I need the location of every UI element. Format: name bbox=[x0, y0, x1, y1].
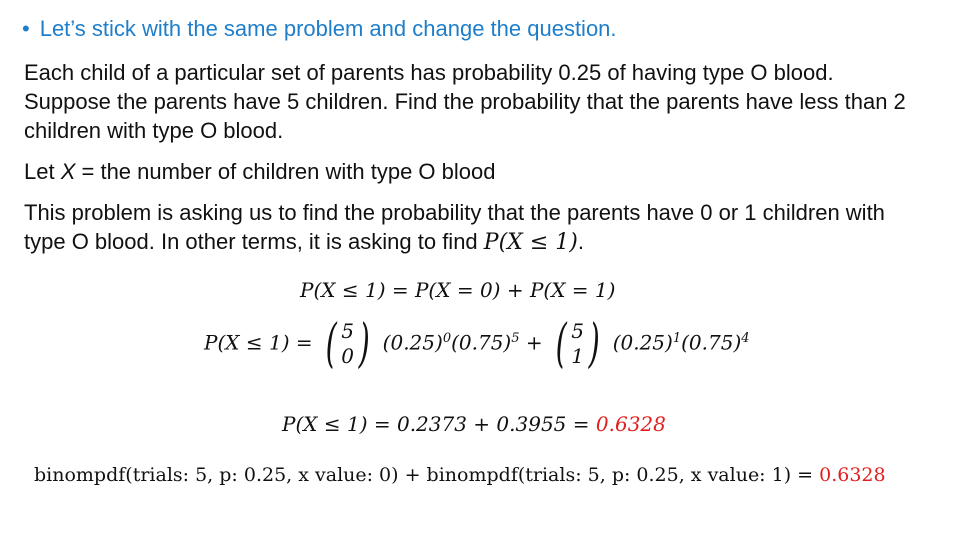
variable-x: X bbox=[60, 159, 76, 184]
calculator-result: 0.6328 bbox=[819, 464, 886, 486]
problem-statement: Each child of a particular set of parents has probability 0.25 of having type O blood. Suppose the parents have 5 children. Find the probability that the parents have less than 2 children with type O blood. bbox=[24, 60, 906, 143]
target-probability: P(X ≤ 1) bbox=[483, 230, 578, 255]
variable-definition: Let X = the number of children with type O blood bbox=[24, 159, 496, 184]
equation-sum: P(X ≤ 1) = P(X = 0) + P(X = 1) bbox=[300, 278, 616, 302]
binomial-coefficient-5-0: ( 5 0 ) bbox=[325, 314, 370, 374]
calculator-command: binompdf(trials: 5, p: 0.25, x value: 0) + binompdf(trials: 5, p: 0.25, x value: 1) = 0.6328 bbox=[34, 464, 886, 486]
equation-binomial-formula: P(X ≤ 1) = ( 5 0 ) $(0.25)^0(0.75)^5$ + ( 5 1 ) $(0.25)^1(0.75)^4$ bbox=[204, 314, 750, 374]
binomial-coefficient-5-1: ( 5 1 ) bbox=[555, 314, 600, 374]
bullet-text: Let’s stick with the same problem and change the question. bbox=[39, 16, 617, 41]
problem-interpretation: This problem is asking us to find the probability that the parents have 0 or 1 children with type O blood. In other terms, it is asking to find P(X ≤ 1). bbox=[24, 200, 885, 255]
bullet-dot: • bbox=[22, 16, 30, 41]
result-value: 0.6328 bbox=[595, 412, 666, 436]
equation-numeric-result: P(X ≤ 1) = 0.2373 + 0.3955 = 0.6328 bbox=[282, 412, 666, 436]
bullet-heading bbox=[22, 16, 617, 42]
